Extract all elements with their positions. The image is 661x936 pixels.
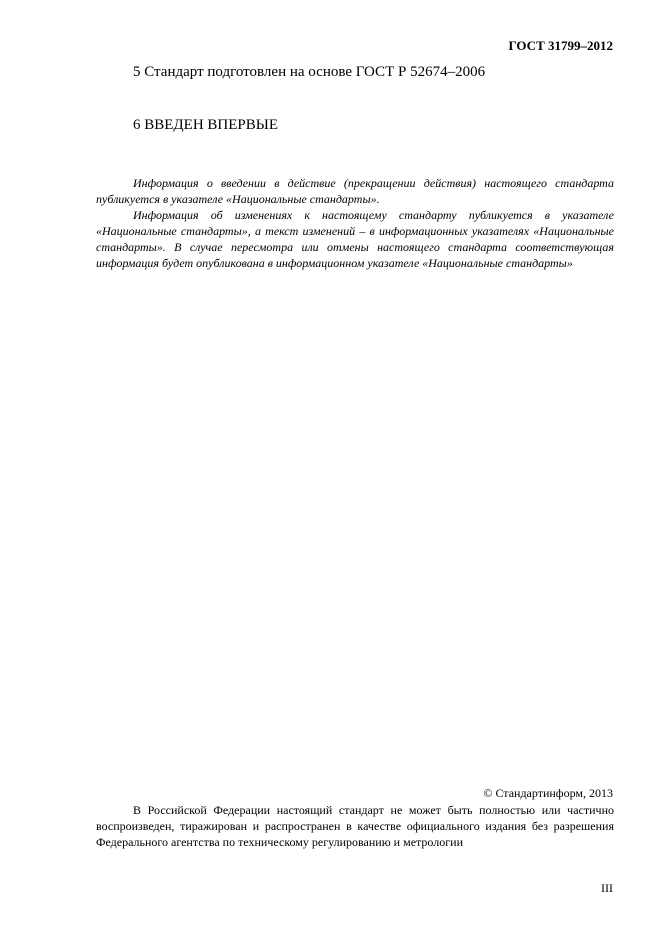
legal-notice-paragraph: В Российской Федерации настоящий стандарт не может быть полностью или частично воспроизведен, тиражирован и распространен в качестве официального издания без разрешения Федерального агентства по техническому регулированию и метрологии [96, 803, 614, 849]
info-paragraph-enactment: Информация о введении в действие (прекращении действия) настоящего стандарта публикуется в указателе «Национальные стандарты». [96, 176, 614, 206]
item-5-prepared-basis: 5 Стандарт подготовлен на основе ГОСТ Р 52674–2006 [133, 64, 486, 80]
info-paragraph-amendments: Информация об изменениях к настоящему стандарту публикуется в указателе «Национальные стандарты», а текст изменений – в информационных указателях «Национальные стандарты». В случае пересмотра или отмены настоящего стандарта соответствующая информация будет опубликована в информационном указателе «Национальные стандарты» [96, 208, 614, 270]
publication-info-block [96, 175, 614, 271]
item-6-introduced-first: 6 ВВЕДЕН ВПЕРВЫЕ [133, 117, 278, 133]
page-number: III [601, 881, 613, 895]
legal-notice-block [96, 802, 614, 850]
copyright-notice: © Стандартинформ, 2013 [483, 786, 613, 800]
standard-code-header: ГОСТ 31799–2012 [508, 38, 613, 53]
